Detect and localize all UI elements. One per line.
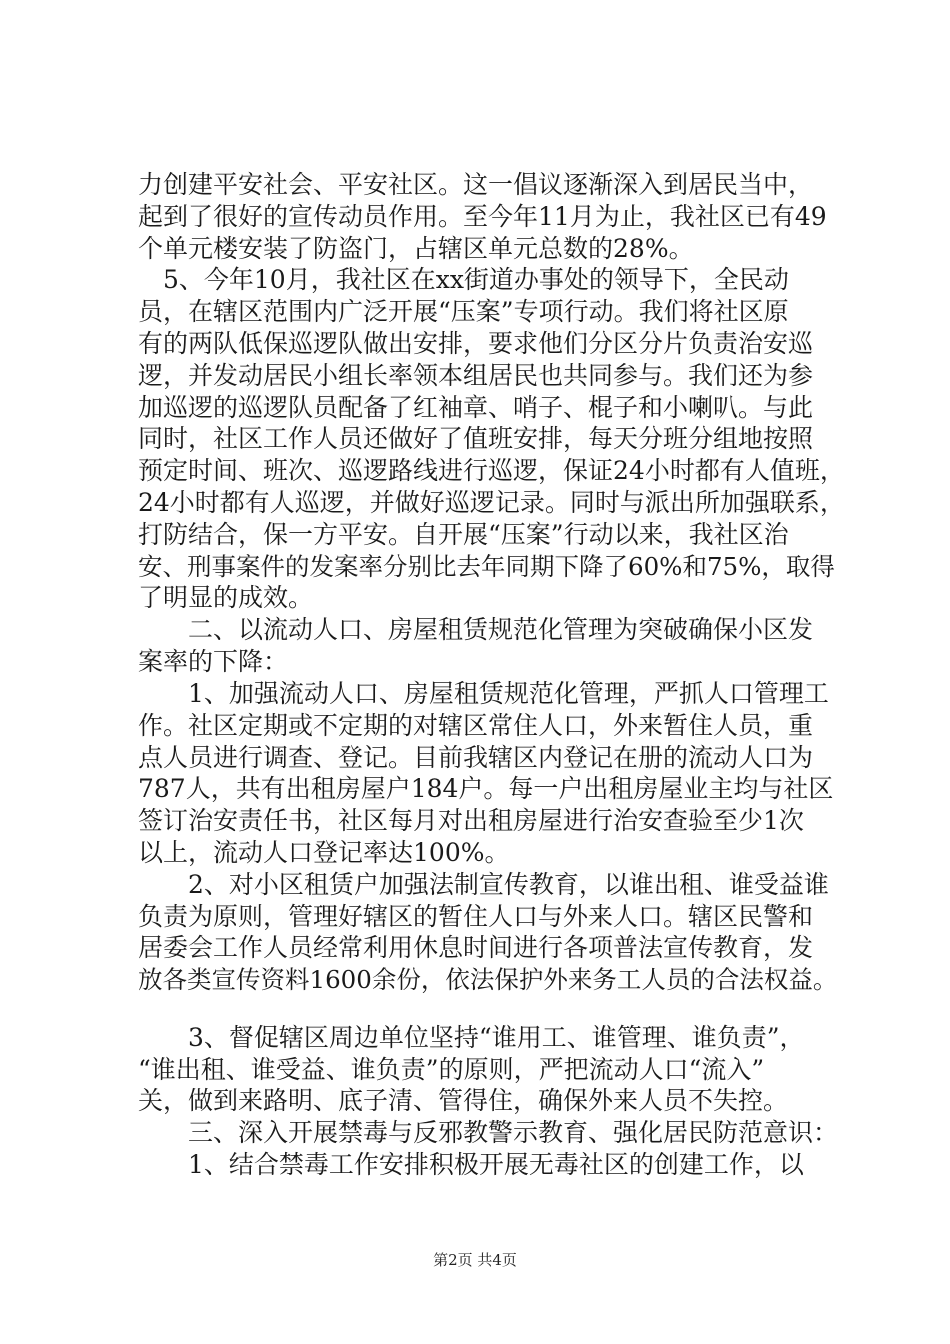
body-text-line: 安、刑事案件的发案率分别比去年同期下降了60%和75%，取得	[138, 552, 835, 581]
page-number-footer: 第2页 共4页	[433, 1251, 517, 1269]
body-text-line: 以上，流动人口登记率达100%。	[138, 838, 510, 867]
body-text-line: 作。社区定期或不定期的对辖区常住人口，外来暂住人员，重	[138, 711, 814, 740]
body-text-line: 个单元楼安装了防盗门，占辖区单元总数的28%。	[138, 234, 694, 263]
body-text-line: 24小时都有人巡逻，并做好巡逻记录。同时与派出所加强联系，	[138, 488, 845, 517]
body-text-line: 加巡逻的巡逻队员配备了红袖章、哨子、棍子和小喇叭。与此	[138, 393, 814, 422]
body-text-line: 居委会工作人员经常利用休息时间进行各项普法宣传教育，发	[138, 933, 814, 962]
body-text-line: 放各类宣传资料1600余份，依法保护外来务工人员的合法权益。	[138, 965, 838, 994]
body-text-line: 负责为原则，管理好辖区的暂住人口与外来人口。辖区民警和	[138, 902, 814, 931]
body-text-line: 力创建平安社会、平安社区。这一倡议逐渐深入到居民当中，	[138, 170, 814, 199]
body-text-line: 2、对小区租赁户加强法制宣传教育，以谁出租、谁受益谁	[138, 870, 829, 899]
body-text-line: 员，在辖区范围内广泛开展“压案”专项行动。我们将社区原	[138, 297, 789, 326]
section-heading-line: 案率的下降：	[138, 647, 289, 676]
section-heading-line: 三、深入开展禁毒与反邪教警示教育、强化居民防范意识：	[138, 1118, 839, 1147]
body-text-line: 预定时间、班次、巡逻路线进行巡逻，保证24小时都有人值班，	[138, 456, 845, 485]
body-text-line: “谁出租、谁受益、谁负责”的原则，严把流动人口“流入”	[138, 1055, 765, 1084]
body-text-line: 1、结合禁毒工作安排积极开展无毒社区的创建工作，以	[138, 1150, 804, 1179]
section-heading-line: 二、以流动人口、房屋租赁规范化管理为突破确保小区发	[138, 615, 814, 644]
body-text-line: 1、加强流动人口、房屋租赁规范化管理，严抓人口管理工	[138, 679, 829, 708]
body-text-line: 签订治安责任书，社区每月对出租房屋进行治安查验至少1次	[138, 806, 804, 835]
body-text-line: 787人，共有出租房屋户184户。每一户出租房屋业主均与社区	[138, 774, 834, 803]
body-text-line: 了明显的成效。	[138, 583, 314, 612]
body-text-line: 起到了很好的宣传动员作用。至今年11月为止，我社区已有49	[138, 202, 827, 231]
body-text-line: 点人员进行调查、登记。目前我辖区内登记在册的流动人口为	[138, 743, 814, 772]
body-text-line: 5、今年10月，我社区在xx街道办事处的领导下，全民动	[138, 265, 789, 294]
body-text-line: 关，做到来路明、底子清、管得住，确保外来人员不失控。	[138, 1086, 789, 1115]
body-text-line: 逻，并发动居民小组长率领本组居民也共同参与。我们还为参	[138, 361, 814, 390]
body-text-line: 同时，社区工作人员还做好了值班安排，每天分班分组地按照	[138, 424, 814, 453]
body-text-line: 有的两队低保巡逻队做出安排，要求他们分区分片负责治安巡	[138, 329, 814, 358]
body-text-line: 3、督促辖区周边单位坚持“谁用工、谁管理、谁负责”，	[138, 1023, 805, 1052]
body-text-line: 打防结合，保一方平安。自开展“压案”行动以来，我社区治	[138, 520, 789, 549]
